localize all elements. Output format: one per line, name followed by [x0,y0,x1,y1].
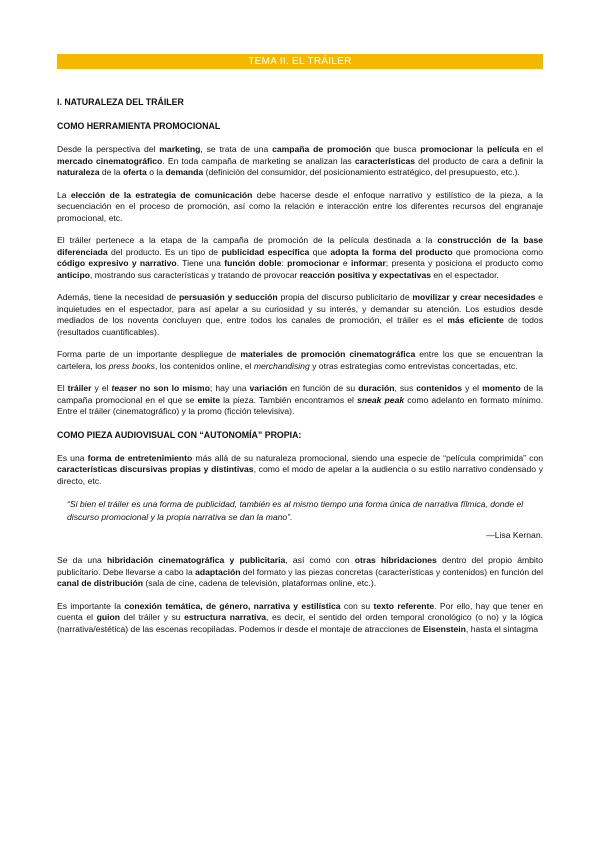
emphasis-text: demanda [165,167,204,177]
text-run: y otras estrategias como entrevistas concertadas, etc. [309,360,518,371]
text-run: , es decir, el sentido del orden temporal cronológico (o no) y la lógica (narrativa/estética) de las escenas recopiladas. Podemos ir desde el montaje de atracciones de [57,612,543,634]
paragraph [57,235,543,281]
emphasis-text: movilizar y crear necesidades [412,292,536,302]
emphasis-text: emite [197,394,221,405]
paragraph [57,144,543,179]
emphasis-text: publicidad específica [221,246,310,257]
paragraph [57,601,543,636]
chapter-banner: TEMA II. EL TRÁILER [57,54,543,69]
text-run: , los contenidos online, el [154,360,254,371]
emphasis-text: adaptación [195,566,241,577]
text-run: ; presenta y posiciona el producto como [385,258,543,268]
emphasis-text: forma de entretenimiento [87,452,193,463]
text-run: , se trata de una [200,144,273,154]
document-page [57,54,543,646]
text-run: en función de su [287,383,359,393]
text-run: e inquietudes en el espectador, para así apelar a su curiosidad y su interés, y demandar su atención. Los estudios desde mediados de los noventa concluyen que, entre todos los canales de promoción, el tráiler es el [57,292,544,325]
italic-text: press books [108,360,155,371]
text-run: y el [462,383,483,393]
emphasis-text: película [487,144,520,154]
emphasis-text: elección de la estrategia de comunicación [70,189,253,200]
emphasis-text: reacción positiva y expectativas [299,269,432,280]
text-run: Se da una [57,555,107,565]
emphasis-text: adopta la forma del producto [330,246,453,257]
text-run: El [57,383,68,393]
emphasis-text: código expresivo y narrativo [57,258,177,268]
text-run: del producto de cara a definir la [415,155,544,166]
text-run: , así como con [285,555,355,565]
italic-text: merchandising [253,360,310,371]
text-run: . Por ello, hay que tener en cuenta el [57,600,543,622]
section-heading: I. NATURALEZA DEL TRÁILER [57,97,184,107]
text-run: ; hay una [209,383,250,393]
text-run: La [57,189,71,200]
text-run: Desde la perspectiva del [57,144,160,154]
block-quote: “Si bien el tráiler es una forma de publicidad, también es al mismo tiempo una forma única de narrativa fílmica, donde el discurso promocional y la propia narrativa se dan la mano”. [67,499,524,522]
emphasis-text: estructura narrativa [184,612,266,622]
emphasis-text: sneak peak [357,394,405,405]
text-run: debe hacerse desde el enfoque narrativo y estilístico de la pieza, a la secuenciación en el proceso de promoción, así como la relación e interacción entre los diferentes recursos del engranaje promocional, etc. [57,189,543,223]
paragraph [57,349,543,372]
emphasis-text: naturaleza [57,167,100,177]
text-run: en el espectador. [431,269,499,280]
emphasis-text: conexión temática, de género, narrativa y estilística [124,600,341,611]
emphasis-text: contenidos [416,383,463,393]
text-run: entre los que se encuentran la cartelera, los [57,349,543,371]
emphasis-text: otras hibridaciones [354,555,437,565]
text-run: (sala de cine, cadena de televisión, plataformas online, etc.). [142,578,377,588]
text-run: Es importante la [57,600,125,611]
emphasis-text: Eisenstein [422,623,466,634]
text-run: e [339,258,351,268]
emphasis-text: oferta [122,167,147,177]
text-run: . En toda campaña de marketing se analizan las [162,155,355,166]
paragraph [57,453,543,488]
text-run: y el [91,383,112,393]
text-run: Es una [57,452,88,463]
emphasis-text: persuasión y seducción [178,292,278,302]
emphasis-text: campaña de promoción [272,144,372,154]
text-run: como adelanto en formato mínimo. Entre el tráiler (cinematográfico) y la promo (ficción televisiva). [57,394,543,416]
emphasis-text: informar [350,258,386,268]
emphasis-text: características [354,155,416,166]
text-run: de todos (resultados cuantificables). [57,315,543,337]
subsection-heading-promotional: COMO HERRAMIENTA PROMOCIONAL [57,121,221,131]
text-run: , hasta el sintagma [465,623,539,634]
text-run: dentro del propio ámbito publicitario. Debe llevarse a cabo la [57,555,544,577]
emphasis-text: características discursivas propias y distintivas [57,464,254,474]
text-run: del tráiler y su [120,612,185,622]
quote-attribution: —Lisa Kernan. [486,530,543,540]
emphasis-text: construcción de la base diferenciada [57,235,544,257]
emphasis-text: texto referente [373,600,435,611]
text-run: que promociona como [452,246,544,257]
paragraph [57,292,543,338]
paragraph [57,383,543,418]
emphasis-text: tráiler [67,383,92,393]
emphasis-text: promocionar [420,144,473,154]
emphasis-text: mercado cinematográfico [57,155,163,166]
emphasis-text: más eficiente [447,315,504,325]
text-run: más allá de su naturaleza promocional, siendo una especie de “película comprimida” con [192,452,543,463]
subsection-heading-autonomy: COMO PIEZA AUDIOVISUAL CON “AUTONOMÍA” PROPIA: [57,429,302,440]
paragraph [57,190,543,225]
emphasis-text: promocionar [287,258,340,268]
text-run: en el [519,144,544,154]
emphasis-text: no son lo mismo [136,383,210,393]
text-run: con su [340,600,374,611]
emphasis-text: teaser [111,383,137,393]
text-run: de la [99,167,123,177]
paragraph [57,555,543,590]
emphasis-text: canal de distribución [57,578,143,588]
emphasis-text: momento [482,383,521,393]
text-run: : [281,258,288,268]
text-run: del producto. Es un tipo de [107,246,222,257]
text-run: propia del discurso publicitario de [277,292,413,302]
text-run: , sus [394,383,417,393]
text-run: (definición del consumidor, del posicionamiento estratégico, del presupuesto, etc.). [203,167,520,177]
text-run: del formato y las piezas concretas (características y contenidos) en función del [240,566,543,577]
emphasis-text: guion [96,612,120,622]
emphasis-text: función doble [224,258,282,268]
text-run: la pieza. También encontramos el [220,394,358,405]
text-run: que busca [371,144,421,154]
emphasis-text: variación [249,383,288,393]
emphasis-text: marketing [159,144,201,154]
emphasis-text: materiales de promoción cinematográfica [240,349,416,359]
text-run: Forma parte de un importante despliegue de [57,349,241,359]
text-run: , mostrando sus características y tratando de provocar [89,269,300,280]
text-run: El tráiler pertenece a la etapa de la campaña de promoción de la película destinada a la [57,235,438,245]
emphasis-text: duración [358,383,395,393]
emphasis-text: anticipo [57,269,90,280]
text-run: la [472,144,488,154]
text-run: , como el modo de apelar a la audiencia o su estilo narrativo condensado y directo, etc. [57,464,543,486]
emphasis-text: hibridación cinematográfica y publicitaria [106,555,286,565]
text-run: Además, tiene la necesidad de [57,292,179,302]
text-run: que [309,246,331,257]
text-run: . Tiene una [176,258,225,268]
text-run: o la [146,167,166,177]
text-run: de la campaña promocional en el que se [57,383,543,405]
